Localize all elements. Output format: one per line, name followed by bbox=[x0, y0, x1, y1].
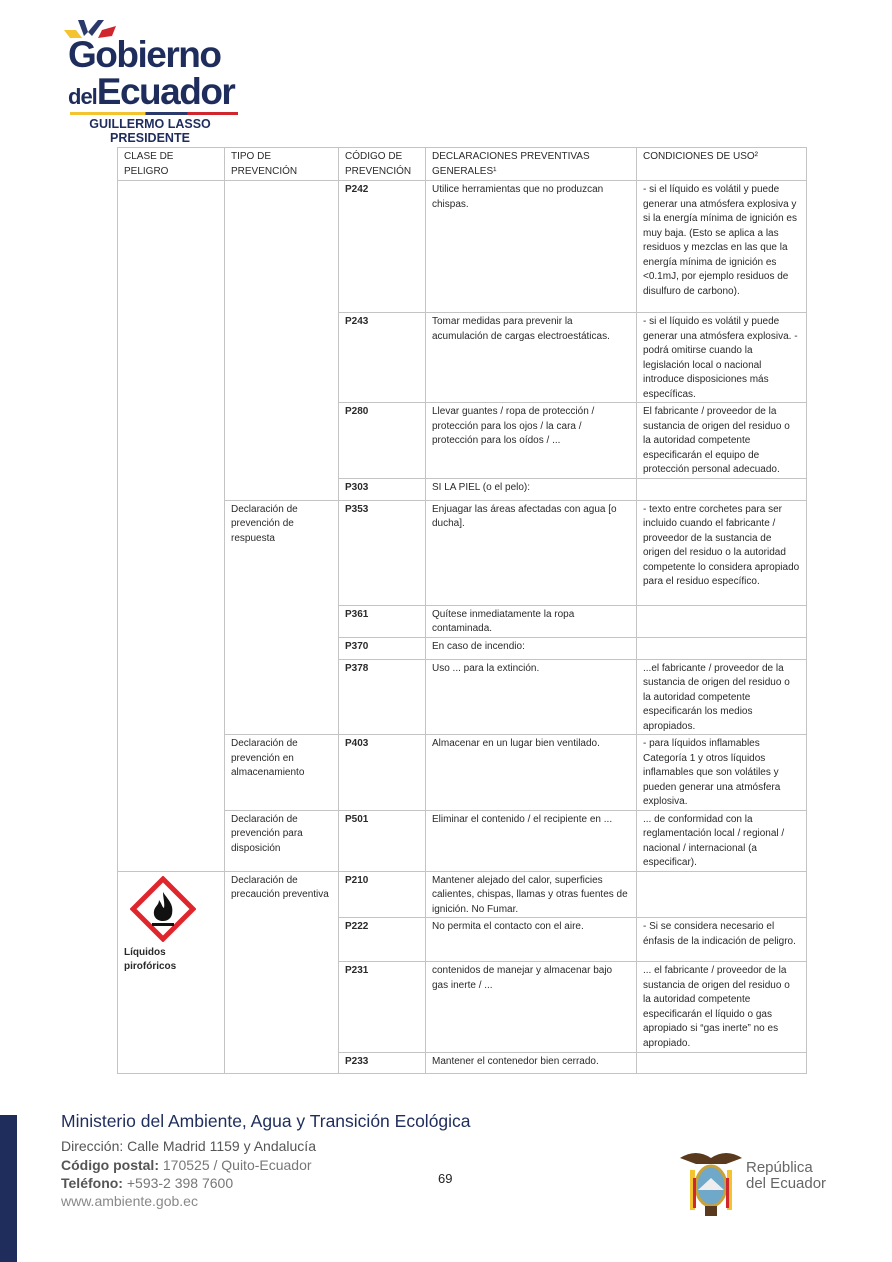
declaration-cell: Enjuagar las áreas afectadas con agua [o ducha]. bbox=[426, 500, 637, 605]
conditions-cell: - si el líquido es volátil y puede generar una atmósfera explosiva y si la energía mínima de ignición es muy baja. (Esto se aplica a las residuos y mezclas en las que la energía mínima de ignición es <0.1mJ, por ejemplo residuos de disulfuro de carbono). bbox=[637, 181, 807, 313]
phone-label: Teléfono: bbox=[61, 1175, 123, 1191]
gobierno-del-ecuador-logo bbox=[60, 14, 240, 145]
declaration-cell: Quítese inmediatamente la ropa contaminada. bbox=[426, 605, 637, 637]
declaration-cell: SI LA PIEL (o el pelo): bbox=[426, 478, 637, 500]
postal-value: 170525 / Quito-Ecuador bbox=[159, 1157, 312, 1173]
prevention-code: P501 bbox=[339, 810, 426, 871]
prevention-code: P233 bbox=[339, 1053, 426, 1074]
hazard-class-cell bbox=[118, 181, 225, 872]
declaration-cell: Eliminar el contenido / el recipiente en ... bbox=[426, 810, 637, 871]
footer-address: Dirección: Calle Madrid 1159 y Andalucía bbox=[61, 1138, 316, 1154]
logo-president-name: GUILLERMO LASSO bbox=[89, 117, 211, 131]
flame-diamond-icon bbox=[130, 876, 196, 942]
conditions-cell bbox=[637, 1053, 807, 1074]
conditions-cell: - para líquidos inflamables Categoría 1 y otros líquidos inflamables que son volátiles y pueden generar una atmósfera explosiva. bbox=[637, 735, 807, 811]
postal-label: Código postal: bbox=[61, 1157, 159, 1173]
prevention-type-cell bbox=[225, 181, 339, 501]
column-header: CLASE DE PELIGRO bbox=[118, 148, 225, 181]
republica-del-ecuador-text bbox=[746, 1160, 826, 1192]
declaration-cell: Llevar guantes / ropa de protección / protección para los ojos / la cara / protección para los oídos / ... bbox=[426, 403, 637, 479]
footer-postal bbox=[61, 1157, 312, 1173]
declaration-cell: No permita el contacto con el aire. bbox=[426, 918, 637, 962]
page-number: 69 bbox=[438, 1171, 453, 1186]
column-header: CONDICIONES DE USO² bbox=[637, 148, 807, 181]
logo-text-ecuador: Ecuador bbox=[96, 71, 235, 112]
logo-tricolor-bar bbox=[70, 112, 238, 115]
phone-value: +593-2 398 7600 bbox=[122, 1175, 234, 1191]
conditions-cell bbox=[637, 637, 807, 659]
prevention-code: P210 bbox=[339, 871, 426, 918]
declaration-cell: Mantener el contenedor bien cerrado. bbox=[426, 1053, 637, 1074]
declaration-cell: Utilice herramientas que no produzcan chispas. bbox=[426, 181, 637, 313]
declaration-cell: Tomar medidas para prevenir la acumulación de cargas electroestáticas. bbox=[426, 313, 637, 403]
republic-line2: del Ecuador bbox=[746, 1175, 827, 1192]
conditions-cell bbox=[637, 478, 807, 500]
conditions-cell: - si el líquido es volátil y puede generar una atmósfera explosiva. - podrá omitirse cuando la legislación local o nacional introduce disposiciones más específicas. bbox=[637, 313, 807, 403]
declaration-cell: Almacenar en un lugar bien ventilado. bbox=[426, 735, 637, 811]
declaration-cell: Mantener alejado del calor, superficies calientes, chispas, llamas y otras fuentes de ignición. No Fumar. bbox=[426, 871, 637, 918]
prevention-type-cell: Declaración de precaución preventiva bbox=[225, 871, 339, 1074]
conditions-cell: ... de conformidad con la reglamentación local / regional / nacional / internacional (a especificar). bbox=[637, 810, 807, 871]
conditions-cell: - texto entre corchetes para ser incluido cuando el fabricante / proveedor de la sustancia de origen del residuo o la autoridad competente lo considera apropiado para el residuo específico. bbox=[637, 500, 807, 605]
prevention-type-cell: Declaración de prevención en almacenamiento bbox=[225, 735, 339, 811]
prevention-code: P403 bbox=[339, 735, 426, 811]
prevention-code: P378 bbox=[339, 659, 426, 735]
republic-line1: República bbox=[746, 1159, 813, 1176]
prevention-type-cell: Declaración de prevención de respuesta bbox=[225, 500, 339, 735]
conditions-cell: ...el fabricante / proveedor de la sustancia de origen del residuo o la autoridad competente especificarán los medios apropiados. bbox=[637, 659, 807, 735]
prevention-code: P280 bbox=[339, 403, 426, 479]
prevention-code: P361 bbox=[339, 605, 426, 637]
column-header: TIPO DE PREVENCIÓN bbox=[225, 148, 339, 181]
prevention-code: P222 bbox=[339, 918, 426, 962]
logo-text-gobierno: Gobierno bbox=[68, 34, 221, 75]
prevention-code: P303 bbox=[339, 478, 426, 500]
column-header: CÓDIGO DE PREVENCIÓN bbox=[339, 148, 426, 181]
prevention-type-cell: Declaración de prevención para disposición bbox=[225, 810, 339, 871]
logo-president-title: PRESIDENTE bbox=[110, 131, 190, 145]
declaration-cell: En caso de incendio: bbox=[426, 637, 637, 659]
table-row bbox=[118, 871, 807, 918]
conditions-cell bbox=[637, 605, 807, 637]
prevention-code: P242 bbox=[339, 181, 426, 313]
prevention-code: P243 bbox=[339, 313, 426, 403]
column-header: DECLARACIONES PREVENTIVAS GENERALES¹ bbox=[426, 148, 637, 181]
prevention-code: P231 bbox=[339, 962, 426, 1053]
conditions-cell: El fabricante / proveedor de la sustancia de origen del residuo o la autoridad competente especificarán el equipo de protección personal adecuado. bbox=[637, 403, 807, 479]
prevention-code: P353 bbox=[339, 500, 426, 605]
footer-website[interactable]: www.ambiente.gob.ec bbox=[61, 1193, 198, 1209]
conditions-cell: - Si se considera necesario el énfasis de la indicación de peligro. bbox=[637, 918, 807, 962]
conditions-cell: ... el fabricante / proveedor de la sustancia de origen del residuo o la autoridad competente especificarán el líquido o gas apropiado si “gas inerte” no es apropiado. bbox=[637, 962, 807, 1053]
table-row bbox=[118, 181, 807, 313]
hazard-class-cell bbox=[118, 871, 225, 1074]
table-header-row bbox=[118, 148, 807, 181]
ecuador-coat-of-arms-icon bbox=[676, 1148, 746, 1220]
footer-phone bbox=[61, 1175, 233, 1191]
hazard-class-label: Líquidos pirofóricos bbox=[124, 946, 177, 972]
declaration-cell: Uso ... para la extinción. bbox=[426, 659, 637, 735]
conditions-cell bbox=[637, 871, 807, 918]
precautionary-statements-table bbox=[117, 147, 807, 1074]
prevention-code: P370 bbox=[339, 637, 426, 659]
footer-accent-bar bbox=[0, 1115, 17, 1262]
footer-ministry: Ministerio del Ambiente, Agua y Transición Ecológica bbox=[61, 1111, 471, 1131]
declaration-cell: contenidos de manejar y almacenar bajo gas inerte / ... bbox=[426, 962, 637, 1053]
logo-text-del: del bbox=[68, 84, 97, 109]
